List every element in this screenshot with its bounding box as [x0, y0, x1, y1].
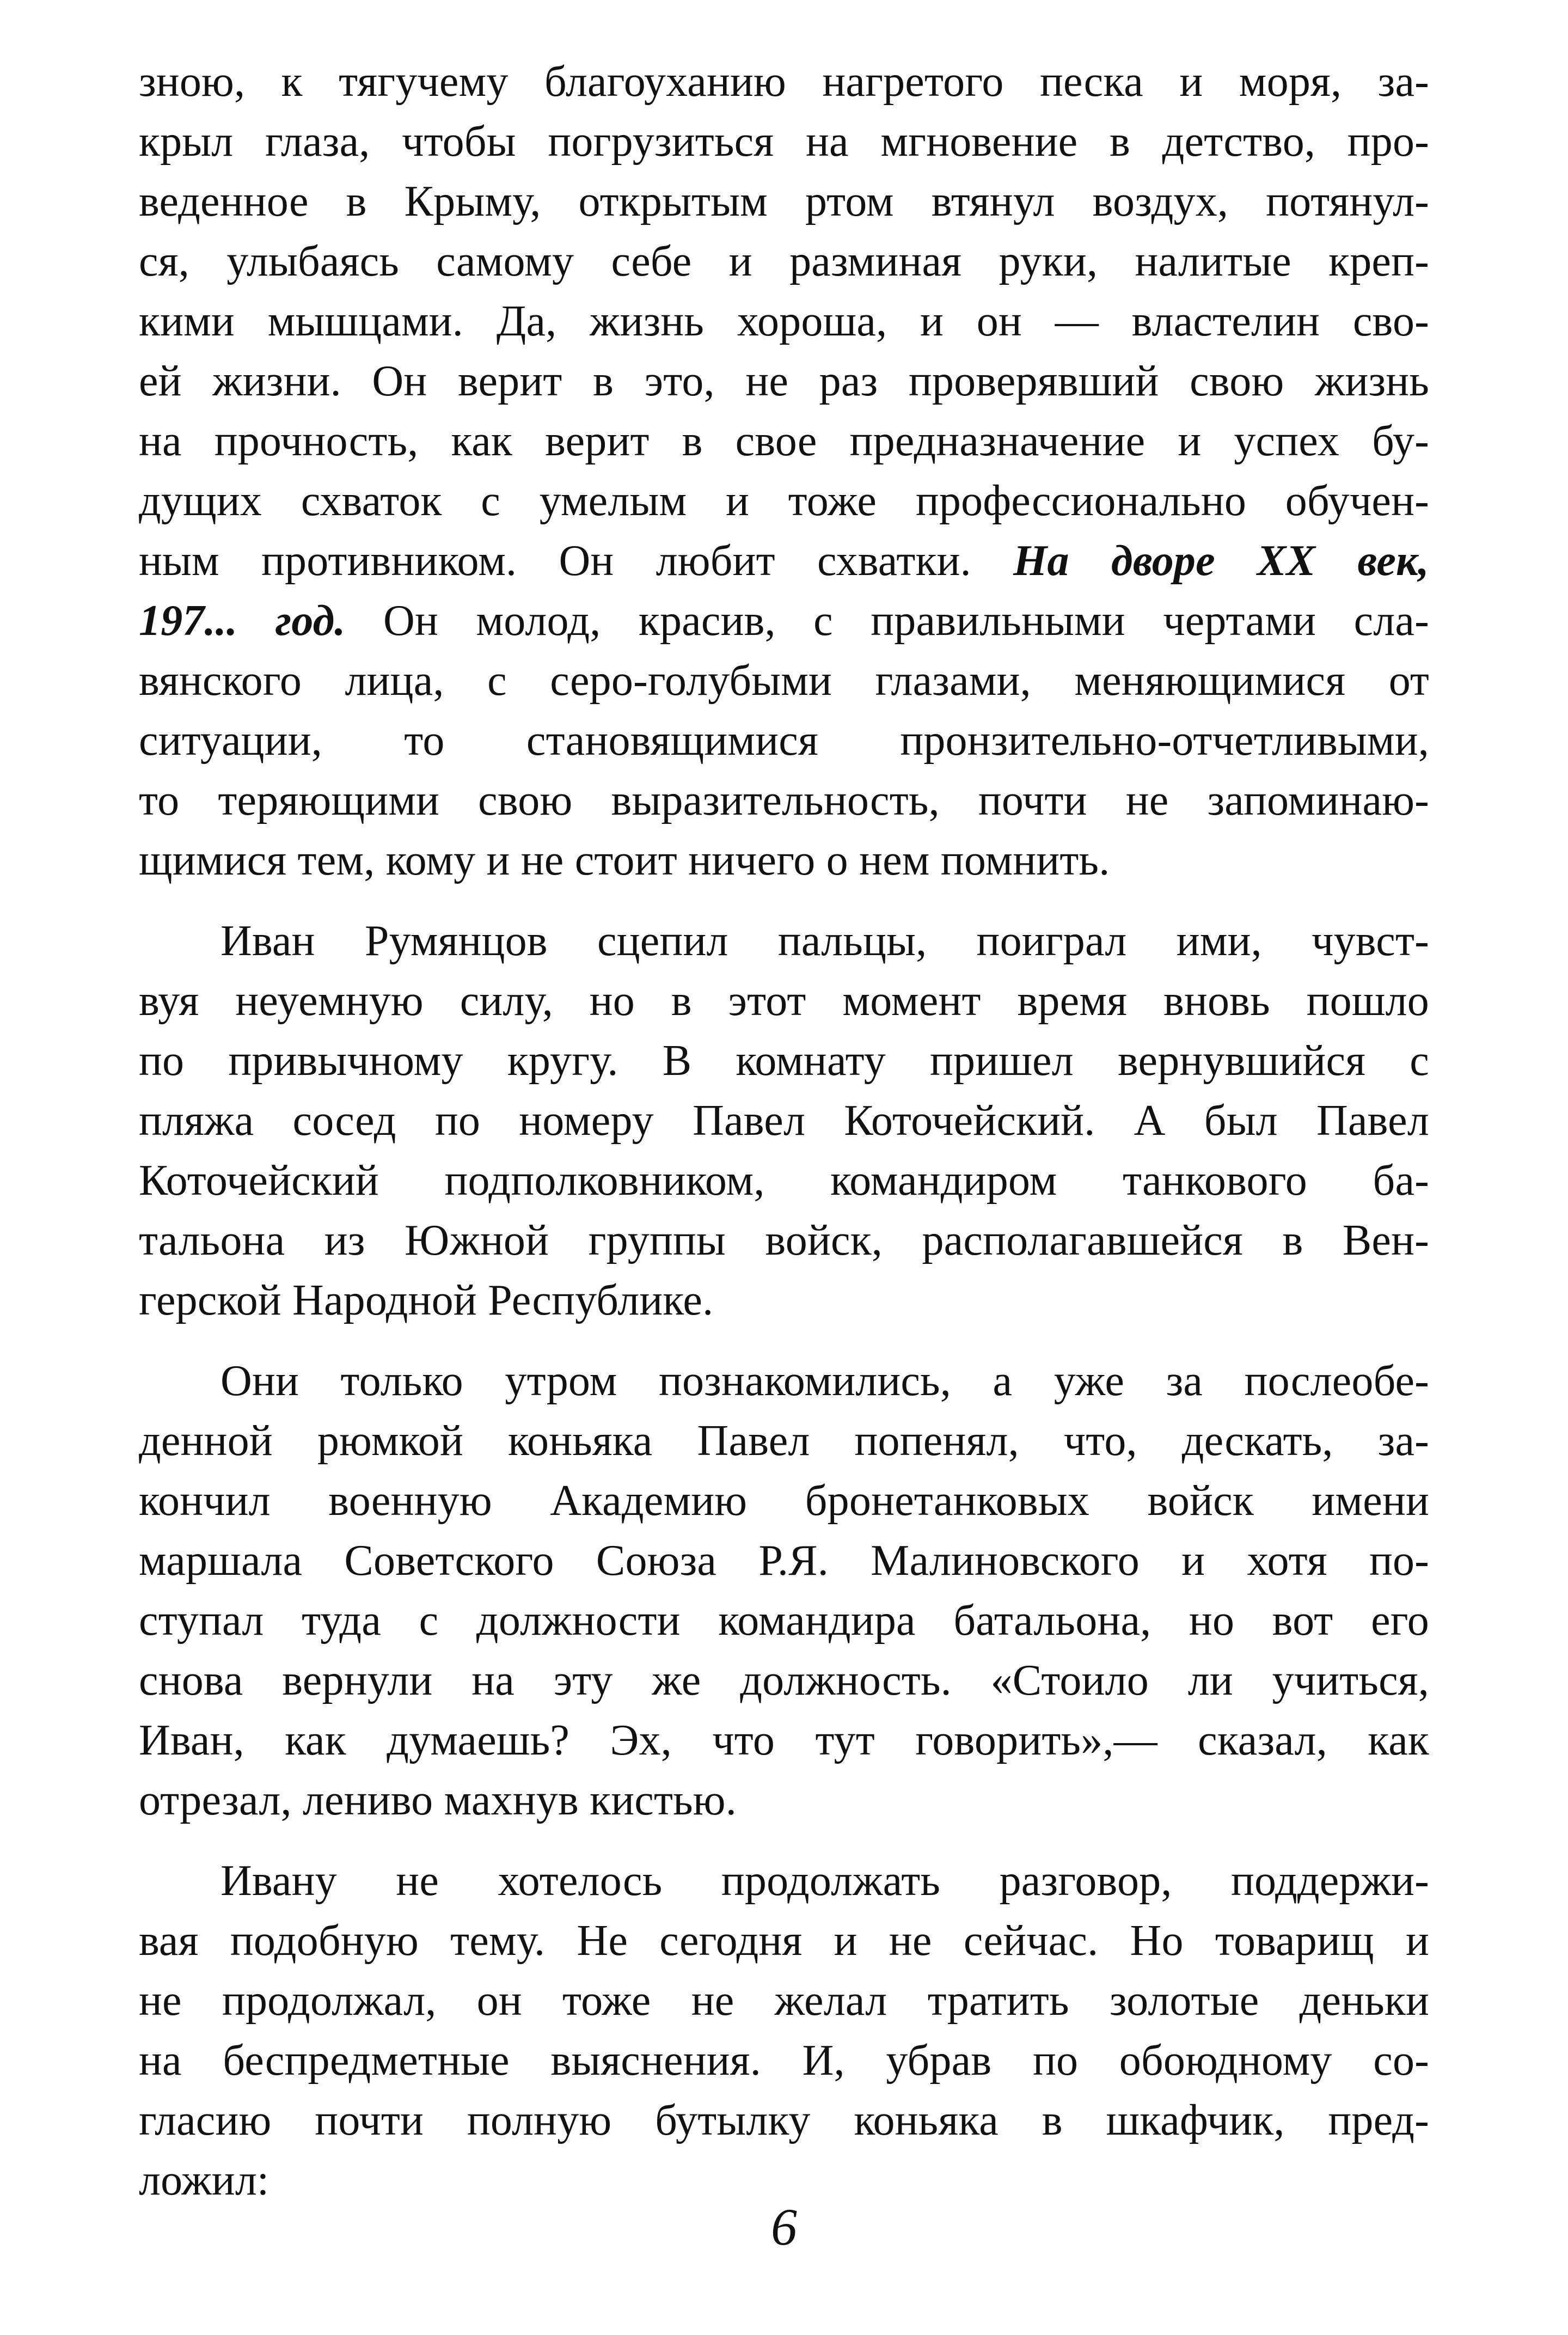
text-run: Ивану не хотелось продолжать разговор, поддержи-	[220, 1857, 1429, 1905]
text-line	[139, 1531, 1429, 1591]
text-run: вая подобную тему. Не сегодня и не сейчас. Но товарищ и	[139, 1917, 1429, 1965]
text-line	[139, 291, 1429, 351]
text-line	[139, 351, 1429, 411]
page-number: 6	[771, 2198, 797, 2256]
text-line	[139, 231, 1429, 291]
text-line	[139, 1651, 1429, 1710]
text-line	[139, 1091, 1429, 1151]
text-line	[139, 1911, 1429, 1971]
emphasis-run: На дворе XX век,	[1013, 537, 1429, 585]
text-run: пляжа сосед по номеру Павел Коточейский. А был Павел	[139, 1097, 1429, 1145]
text-line	[139, 1851, 1429, 1911]
text-line	[139, 172, 1429, 231]
text-line	[139, 411, 1429, 471]
text-line	[139, 1591, 1429, 1651]
text-line	[139, 711, 1429, 771]
text-run: вянского лица, с серо-голубыми глазами, меняющимися от	[139, 657, 1429, 705]
text-run: герской Народной Республике.	[139, 1276, 714, 1324]
text-run: денной рюмкой коньяка Павел попенял, что, дескать, за-	[139, 1417, 1429, 1465]
text-line	[139, 651, 1429, 711]
text-run: ей жизни. Он верит в это, не раз проверявший свою жизнь	[139, 357, 1429, 405]
text-line	[139, 1411, 1429, 1471]
text-line	[139, 911, 1429, 971]
text-run: ступал туда с должности командира батальона, но вот его	[139, 1597, 1429, 1645]
text-run: Иван Румянцов сцепил пальцы, поиграл ими, чувст-	[220, 917, 1429, 965]
text-run: ситуации, то становящимися пронзительно-отчетливыми,	[139, 717, 1429, 765]
text-line	[139, 591, 1429, 651]
text-run: Они только утром познакомились, а уже за послеобе-	[220, 1357, 1429, 1405]
text-line	[139, 1351, 1429, 1411]
text-line	[139, 471, 1429, 531]
text-run: кончил военную Академию бронетанковых войск имени	[139, 1477, 1429, 1525]
text-run: маршала Советского Союза Р.Я. Малиновского и хотя по-	[139, 1537, 1429, 1585]
text-run: вуя неуемную силу, но в этот момент время вновь пошло	[139, 977, 1429, 1025]
text-line	[139, 1971, 1429, 2031]
text-run: ся, улыбаясь самому себе и разминая руки, налитые креп-	[139, 237, 1429, 285]
text-line	[139, 1270, 1429, 1330]
text-run: Иван, как думаешь? Эх, что тут говорить»,— сказал, как	[139, 1716, 1429, 1764]
text-line	[139, 112, 1429, 172]
text-line	[139, 1710, 1429, 1770]
text-run: на беспредметные выяснения. И, убрав по обоюдному со-	[139, 2037, 1429, 2085]
text-run: Он молод, красив, с правильными чертами сла-	[345, 597, 1429, 645]
text-line	[139, 1471, 1429, 1531]
text-line	[139, 2031, 1429, 2091]
text-line	[139, 971, 1429, 1031]
text-run: дущих схваток с умелым и тоже профессионально обучен-	[139, 477, 1429, 525]
text-run: то теряющими свою выразительность, почти не запоминаю-	[139, 777, 1429, 824]
text-line	[139, 1770, 1429, 1830]
text-run: крыл глаза, чтобы погрузиться на мгновение в детство, про-	[139, 118, 1429, 166]
text-run: ным противником. Он любит схватки.	[139, 537, 1014, 585]
text-run: кими мышцами. Да, жизнь хороша, и он — властелин сво-	[139, 297, 1429, 345]
text-line	[139, 1151, 1429, 1211]
paragraph-2	[139, 911, 1429, 1330]
paragraph-3	[139, 1351, 1429, 1830]
text-run: не продолжал, он тоже не желал тратить золотые деньки	[139, 1977, 1429, 2025]
text-run: на прочность, как верит в свое предназначение и успех бу-	[139, 417, 1429, 465]
text-run: гласию почти полную бутылку коньяка в шкафчик, пред-	[139, 2096, 1429, 2144]
text-run: веденное в Крыму, открытым ртом втянул воздух, потянул-	[139, 178, 1429, 225]
text-run: ложил:	[139, 2156, 270, 2204]
paragraph-4	[139, 1851, 1429, 2210]
text-run: снова вернули на эту же должность. «Стоило ли учиться,	[139, 1656, 1429, 1704]
text-line	[139, 1211, 1429, 1270]
text-run: по привычному кругу. В комнату пришел вернувшийся с	[139, 1037, 1429, 1085]
text-line	[139, 52, 1429, 112]
text-line	[139, 531, 1429, 591]
paragraph-1	[139, 52, 1429, 890]
text-line	[139, 1031, 1429, 1091]
text-line	[139, 771, 1429, 830]
text-run: тальона из Южной группы войск, располагавшейся в Вен-	[139, 1217, 1429, 1264]
body-text	[139, 52, 1429, 2231]
text-run: зною, к тягучему благоуханию нагретого песка и моря, за-	[139, 58, 1429, 106]
text-run: отрезал, лениво махнув кистью.	[139, 1776, 737, 1824]
text-line	[139, 830, 1429, 890]
text-run: Коточейский подполковником, командиром танкового ба-	[139, 1157, 1429, 1205]
text-line	[139, 2091, 1429, 2150]
emphasis-run: 197... год.	[139, 597, 346, 645]
text-run: щимися тем, кому и не стоит ничего о нем помнить.	[139, 836, 1110, 884]
